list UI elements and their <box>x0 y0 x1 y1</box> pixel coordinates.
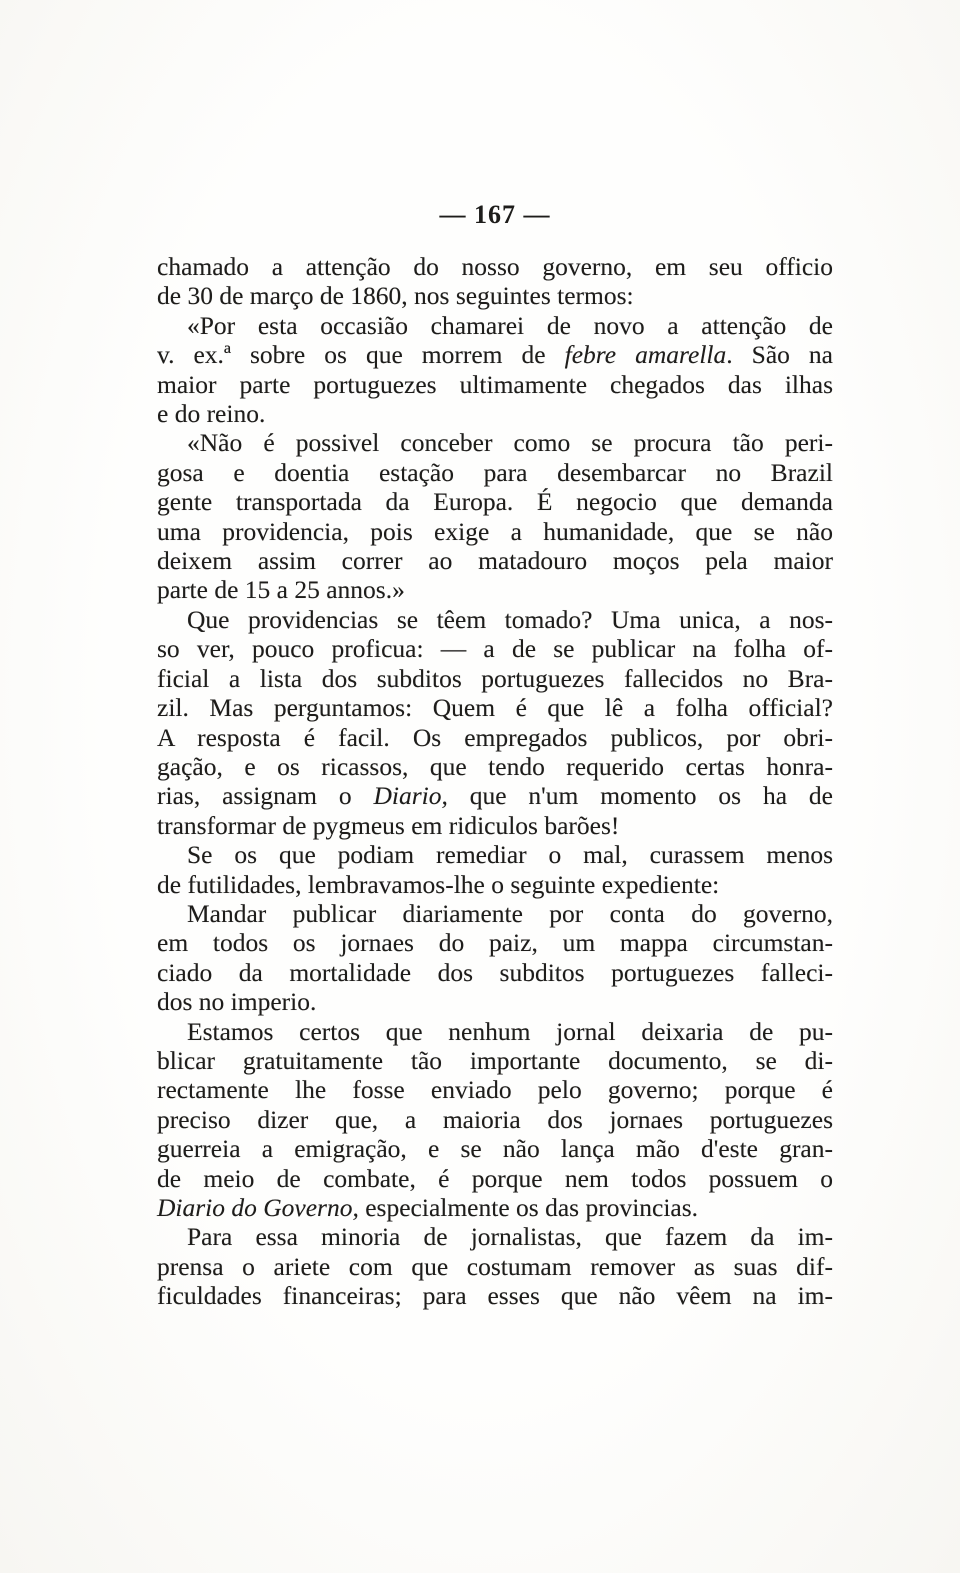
text-run: rias, assignam o <box>157 781 374 811</box>
text-line: de meio de combate, é porque nem todos possuem o <box>157 1163 833 1193</box>
text-run: que n'um momento os ha de <box>447 781 833 811</box>
text-line: Para essa minoria de jornalistas, que fazem da im- <box>187 1222 833 1252</box>
text-line: transformar de pygmeus em ridiculos barões! <box>157 810 620 840</box>
text-line: ciado da mortalidade dos subditos portuguezes falleci- <box>157 957 833 987</box>
italic-run: Diario, <box>373 781 448 811</box>
text-column <box>157 252 833 1311</box>
text-line: Que providencias se têem tomado? Uma unica, a nos- <box>187 604 833 634</box>
text-line: Estamos certos que nenhum jornal deixaria de pu- <box>187 1016 833 1046</box>
page-number: — 167 — <box>439 200 551 229</box>
text-line: gente transportada da Europa. É negocio que demanda <box>157 487 833 517</box>
text-line: de futilidades, lembravamos-lhe o seguinte expediente: <box>157 869 720 899</box>
text-line: dos no imperio. <box>157 987 317 1017</box>
text-run: v. ex.ª sobre os que morrem de <box>157 340 565 370</box>
text-line: ficial a lista dos subditos portuguezes fallecidos no Bra- <box>157 663 833 693</box>
text-line: «Não é possivel conceber como se procura tão peri- <box>187 428 833 458</box>
italic-run: Diario do Governo, <box>157 1193 359 1222</box>
text-line: chamado a attenção do nosso governo, em seu officio <box>157 252 833 281</box>
text-line: deixem assim correr ao matadouro moços pela maior <box>157 546 833 576</box>
text-line: Se os que podiam remediar o mal, curassem menos <box>187 840 833 870</box>
text-line: prensa o ariete com que costumam remover as suas dif- <box>157 1251 833 1281</box>
text-line <box>157 781 833 810</box>
text-line: parte de 15 a 25 annos.» <box>157 575 405 605</box>
text-line: A resposta é facil. Os empregados publicos, por obri- <box>157 722 833 752</box>
text-line: preciso dizer que, a maioria dos jornaes portuguezes <box>157 1104 833 1134</box>
text-line: guerreia a emigração, e se não lança mão d'este gran- <box>157 1134 833 1164</box>
text-line: Mandar publicar diariamente por conta do governo, <box>187 898 833 928</box>
text-run: especialmente os das provincias. <box>358 1193 699 1222</box>
text-line: maior parte portuguezes ultimamente chegados das ilhas <box>157 369 833 399</box>
text-line: de 30 de março de 1860, nos seguintes termos: <box>157 281 634 311</box>
text-line: ficuldades financeiras; para esses que não vêem na im- <box>157 1281 833 1311</box>
text-line <box>157 1193 833 1222</box>
text-line: e do reino. <box>157 399 266 429</box>
text-line: em todos os jornaes do paiz, um mappa circumstan- <box>157 928 833 958</box>
text-line: gação, e os ricassos, que tendo requerido certas honra- <box>157 751 833 781</box>
text-line <box>157 340 833 369</box>
text-line: blicar gratuitamente tão importante documento, se di- <box>157 1045 833 1075</box>
text-line: zil. Mas perguntamos: Quem é que lê a folha official? <box>157 693 833 723</box>
text-line: rectamente lhe fosse enviado pelo governo; porque é <box>157 1075 833 1105</box>
text-line: so ver, pouco proficua: — a de se publicar na folha of- <box>157 634 833 664</box>
text-line: «Por esta occasião chamarei de novo a attenção de <box>187 310 833 340</box>
text-line: gosa e doentia estação para desembarcar no Brazil <box>157 457 833 487</box>
italic-run: febre amarella <box>564 340 727 370</box>
text-run: . São na <box>726 340 833 370</box>
text-line: uma providencia, pois exige a humanidade, que se não <box>157 516 833 546</box>
